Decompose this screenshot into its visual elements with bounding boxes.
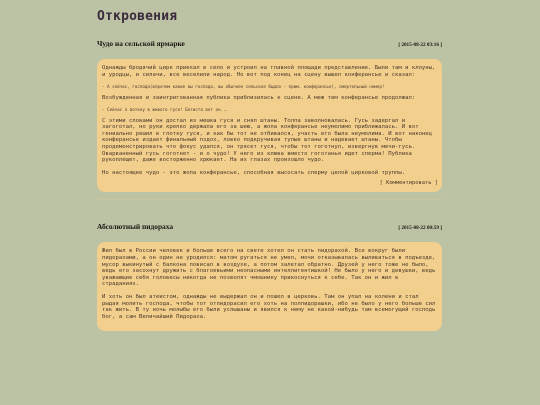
post-paragraph: С этими словами он достал из мешка гуся и снял штаны. Толпа заволновалась. Гусь задергал и загоготал, но руки крепко держала его за шею, а жопа конферансье неумолимо приближалась. И вот гениально решил в глотку гуся, и как бы тот не отбивался, участь его была неумолима. И вот наконец конферансье издает финальный пздох, ловко подкручивая тупые штаны и надевает штаны. Чтобы продемонстрировать что фокус удался, он трясет гуся, чтобы тот гоготнул, извергнув мечи-гусь. Оварваненный гусь гоготнет - и о чудо! У него из клюва вместо гоготанья идет сперма! Публика рукоплещет, даже восторженно хрюкает. На их глазах произошло чудо. <box>102 117 433 164</box>
post-header <box>97 222 442 234</box>
post-date: [ 2015-08-22 00:59 ] <box>398 225 442 232</box>
post-paragraph-quote: - Сейчас я воткну в живого гуся! Ботиста вот он... <box>102 107 229 113</box>
page-column <box>97 0 442 331</box>
post-paragraph: И хоть он был атеистом, однажды не выдержал он и пошел в церковь. Там он упал на колени и стал рыдая молить господа, чтобы тот отпидорасил его хоть на полпидорашки, ибо не было у него больше сил так жить. В ту ночь молыбы его были услышаны и явился к нему не какой-нибудь там всемогущий господь бог, а сам Величайший Пидораха. <box>102 293 436 320</box>
site-title[interactable]: Откровения <box>97 9 178 24</box>
post-paragraph: Но настоящее чудо - это жопа конферансье, способная высосать сперму целой цирковой труппы. <box>102 169 406 176</box>
post-title[interactable]: Абсолютный пидораха <box>97 222 174 232</box>
post-paragraph: Однажды бродячий цирк приехал в село и устроил на главной площади представление. Были там и клоуны, и уродцы, и силачи, все веселили народ. Но вот под конец на сцену вышел конферансье и сказал: <box>102 65 436 78</box>
post-paragraph: Жил был в России человек и больше всего на свете хотел он стать пидорахой. Все вокруг были пидорахами, а он один не уродился: матом ругаться не умел, мочи отказывалась выливаться в подъезде, мусор выкинутый с балкона повисал в воздухе, а потом залетал обратно. Друзей у него тоже не было, ведь его засохнут дружить с благоевьими неопасными интеллигентишкой! Не было у него и девушки, ведь уважающие себя головесы никогда не позволят чмошнику прикоснуться к себе. Так он и жил в страданиях. <box>102 248 436 288</box>
post-header <box>97 39 442 51</box>
post-title[interactable]: Чудо на сельской ярмарке <box>97 39 185 48</box>
divider <box>97 199 445 200</box>
post-body <box>97 242 442 331</box>
post-paragraph-quote: - А сейчас, господа(впрочем какие вы господа, вы обычное сельское быдло - прим. конферансье), смертельный номер! <box>102 84 385 90</box>
comment-link[interactable]: [ Комментировать ] <box>379 180 438 187</box>
post-body <box>97 59 442 192</box>
comments-row <box>102 180 438 187</box>
post-paragraph: Возбужденная и заинтригованная публика приблизилась к сцене. А меж тем конферансье продолжал: <box>102 94 416 101</box>
post-date: [ 2015-08-22 03:16 ] <box>398 42 442 48</box>
